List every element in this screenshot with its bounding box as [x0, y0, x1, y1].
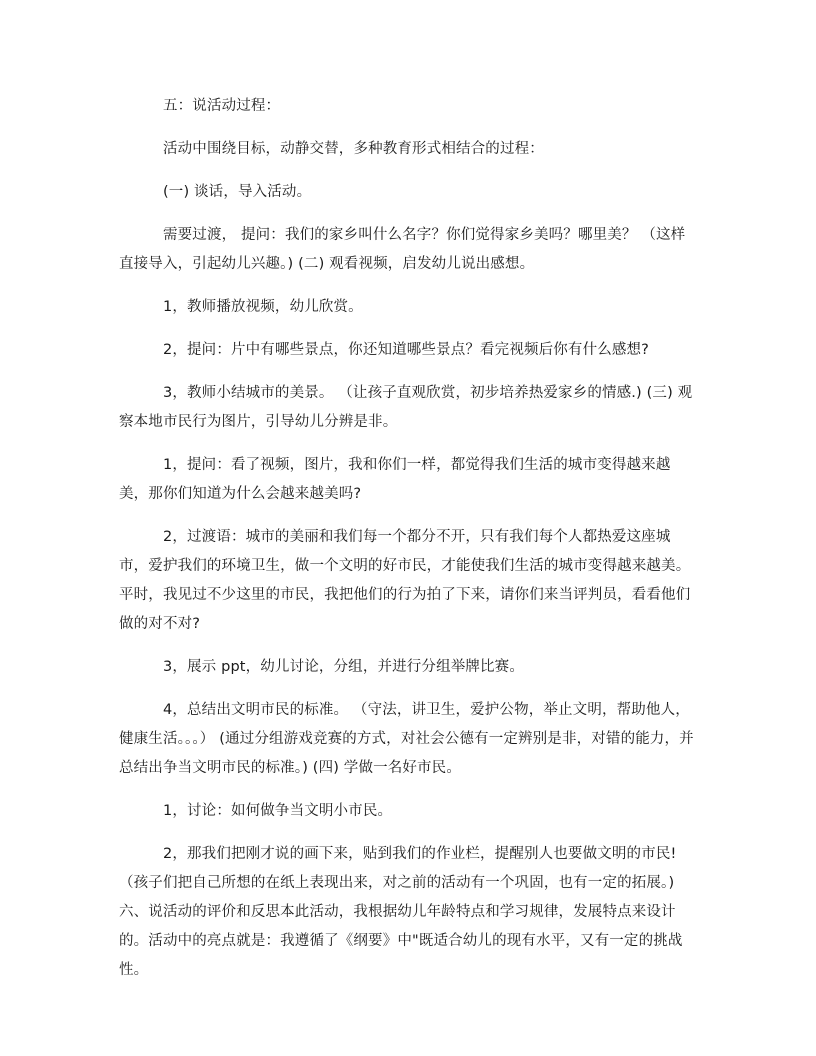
document-body: [119, 92, 699, 985]
paragraph-observe-3: 3，展示 ppt，幼儿讨论，分组，并进行分组举牌比赛。: [163, 659, 524, 675]
paragraph-video-3: 3，教师小结城市的美景。 （让孩子直观欣赏，初步培养热爱家乡的情感.) (三) 观察本地市民行为图片，引导幼儿分辨是非。: [119, 385, 693, 430]
paragraph-process-intro: 活动中围绕目标，动静交替，多种教育形式相结合的过程：: [163, 141, 544, 157]
paragraph-observe-2: 2，过渡语：城市的美丽和我们每一个都分不开，只有我们每个人都热爱这座城市，爱护我们的环境卫生，做一个文明的好市民，才能使我们生活的城市变得越来越美。平时，我见过不少这里的市民，我把他们的行为拍了下来，请你们来当评判员，看看他们做的对不对?: [119, 529, 691, 632]
paragraph-video-1: 1，教师播放视频，幼儿欣赏。: [163, 299, 363, 315]
section-heading-process: 五：说活动过程：: [163, 98, 281, 114]
paragraph-observe-4: 4，总结出文明市民的标准。 （守法，讲卫生，爱护公物，举止文明，帮助他人，健康生活。。。） (通过分组游戏竞赛的方式，对社会公德有一定辨别是非，对错的能力，并总结出争当文明市民的标准。) (四) 学做一名好市民。: [119, 702, 694, 776]
paragraph-step-one-heading: (一) 谈话，导入活动。: [163, 184, 312, 200]
paragraph-citizen-1: 1，讨论：如何做争当文明小市民。: [163, 803, 393, 819]
paragraph-citizen-2: 2，那我们把刚才说的画下来，贴到我们的作业栏，提醒别人也要做文明的市民! （孩子们把自己所想的在纸上表现出来，对之前的活动有一个巩固，也有一定的拓展。) 六、说活动的评价和反思本此活动，我根据幼儿年龄特点和学习规律，发展特点来设计的。活动中的亮点就是：我遵循了《纲要》中"既适合幼儿的现有水平，又有一定的挑战性。: [119, 846, 683, 978]
paragraph-video-2: 2，提问：片中有哪些景点，你还知道哪些景点？看完视频后你有什么感想?: [163, 342, 650, 358]
paragraph-observe-1: 1，提问：看了视频，图片，我和你们一样，都觉得我们生活的城市变得越来越美，那你们知道为什么会越来越美吗?: [119, 457, 671, 502]
paragraph-question-transition: 需要过渡， 提问：我们的家乡叫什么名字？你们觉得家乡美吗？哪里美？ （这样直接导入，引起幼儿兴趣。) (二) 观看视频，启发幼儿说出感想。: [119, 227, 686, 272]
